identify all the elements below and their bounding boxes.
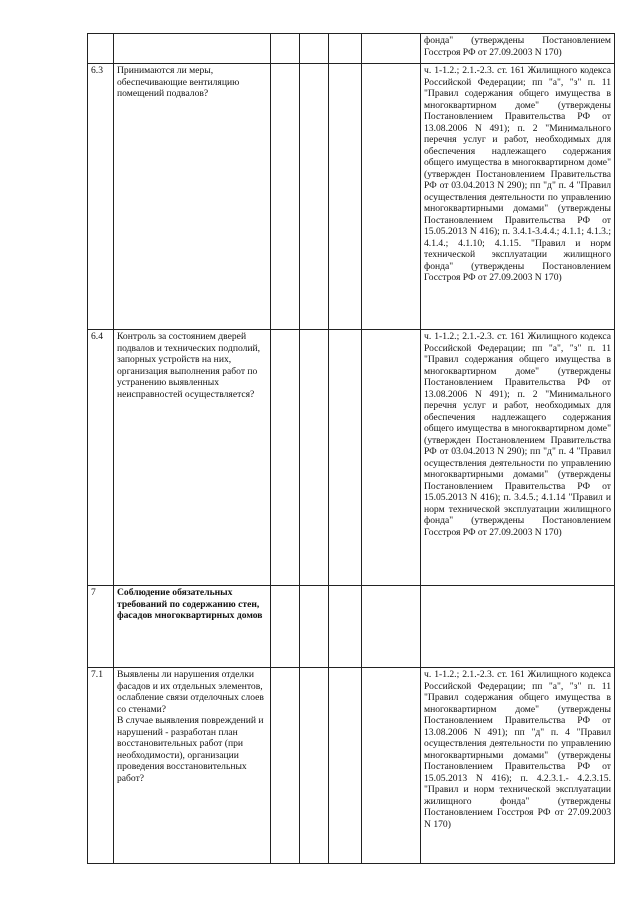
empty-cell <box>362 34 421 64</box>
row-reference: ч. 1-1.2.; 2.1.-2.3. ст. 161 Жилищного кодекса Российской Федерации; пп "а", "з" п. 11 "Правил содержания общего имущества в многоквартирном доме" (утверждены Постановлением Правительства РФ от 13.08.2006 N 491); п. 2 "Минимального перечня услуг и работ, необходимых для обеспечения надлежащего содержания общего имущества в многоквартирном доме" (утвержден Постановлением Правительства РФ от 03.04.2013 N 290); пп "д" п. 4 "Правил осуществления деятельности по управлению многоквартирными домами" (утверждены Постановлением Правительства РФ от 15.05.2013 N 416); п. 3.4.1-3.4.4.; 4.1.1; 4.1.3.; 4.1.4.; 4.1.10; 4.1.15. "Правил и норм технической эксплуатации жилищного фонда" (утверждены Постановлением Госстроя РФ от 27.09.2003 N 170) <box>421 64 615 330</box>
empty-cell <box>300 586 329 668</box>
empty-cell <box>271 64 300 330</box>
empty-cell <box>362 330 421 586</box>
row-reference: фонда" (утверждены Постановлением Госстроя РФ от 27.09.2003 N 170) <box>421 34 615 64</box>
empty-cell <box>329 34 362 64</box>
row-number <box>88 34 114 64</box>
row-reference <box>421 586 615 668</box>
empty-cell <box>271 668 300 864</box>
empty-cell <box>271 586 300 668</box>
row-number: 7 <box>88 586 114 668</box>
row-number: 6.3 <box>88 64 114 330</box>
table-row <box>88 34 615 64</box>
checklist-table <box>87 33 615 864</box>
empty-cell <box>329 330 362 586</box>
section-heading: Соблюдение обязательных требований по содержанию стен, фасадов многоквартирных домов <box>114 586 271 668</box>
empty-cell <box>329 64 362 330</box>
empty-cell <box>300 64 329 330</box>
row-reference: ч. 1-1.2.; 2.1.-2.3. ст. 161 Жилищного кодекса Российской Федерации; пп "а", "з" п. 11 "Правил содержания общего имущества в многоквартирном доме" (утверждены Постановлением Правительства РФ от 13.08.2006 N 491); п. 2 "Минимального перечня услуг и работ, необходимых для обеспечения надлежащего содержания общего имущества в многоквартирном доме" (утвержден Постановлением Правительства РФ от 03.04.2013 N 290); пп "д" п. 4 "Правил осуществления деятельности по управлению многоквартирными домами" (утверждены Постановлением Правительства РФ от 15.05.2013 N 416); п. 3.4.5.; 4.1.14 "Правил и норм технической эксплуатации жилищного фонда" (утверждены Постановлением Госстроя РФ от 27.09.2003 N 170) <box>421 330 615 586</box>
empty-cell <box>271 34 300 64</box>
empty-cell <box>329 668 362 864</box>
row-number: 7.1 <box>88 668 114 864</box>
table-row <box>88 586 615 668</box>
empty-cell <box>300 330 329 586</box>
row-question: Принимаются ли меры, обеспечивающие вентиляцию помещений подвалов? <box>114 64 271 330</box>
row-question <box>114 34 271 64</box>
row-question: Контроль за состоянием дверей подвалов и технических подполий, запорных устройств на них, организация выполнения работ по устранению выявленных неисправностей осуществляется? <box>114 330 271 586</box>
empty-cell <box>362 586 421 668</box>
row-question: Выявлены ли нарушения отделки фасадов и их отдельных элементов, ослабление связи отделочных слоев со стенами? В случае выявления повреждений и нарушений - разработан план восстановительных работ (при необходимости), организации проведения восстановительных работ? <box>114 668 271 864</box>
empty-cell <box>362 668 421 864</box>
empty-cell <box>329 586 362 668</box>
row-reference: ч. 1-1.2.; 2.1.-2.3. ст. 161 Жилищного кодекса Российской Федерации; пп "а", "з" п. 11 "Правил содержания общего имущества в многоквартирном доме" (утверждены Постановлением Правительства РФ от 13.08.2006 N 491); пп "д" п. 4 "Правил осуществления деятельности по управлению многоквартирными домами" (утверждены Постановлением Правительства РФ от 15.05.2013 N 416); п. 4.2.3.1.- 4.2.3.15. "Правил и норм технической эксплуатации жилищного фонда" (утверждены Постановлением Госстроя РФ от 27.09.2003 N 170) <box>421 668 615 864</box>
empty-cell <box>300 34 329 64</box>
empty-cell <box>362 64 421 330</box>
row-number: 6.4 <box>88 330 114 586</box>
table-row <box>88 668 615 864</box>
table-row <box>88 64 615 330</box>
empty-cell <box>271 330 300 586</box>
table-row <box>88 330 615 586</box>
empty-cell <box>300 668 329 864</box>
